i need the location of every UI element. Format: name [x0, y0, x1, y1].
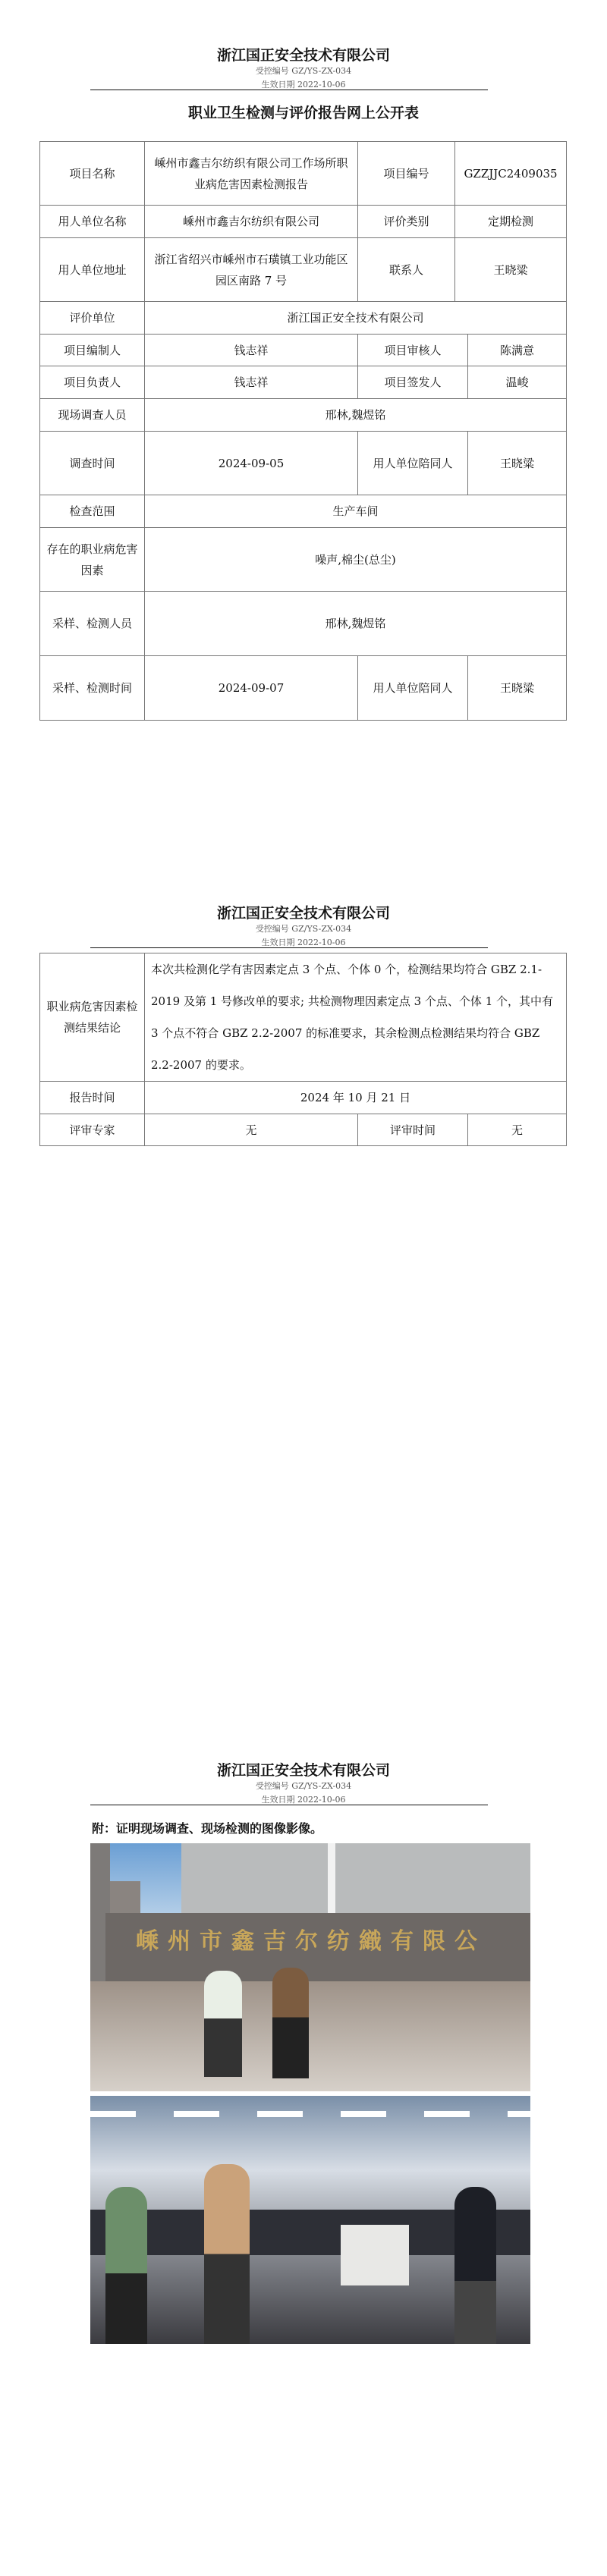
ceiling-lights [90, 2111, 530, 2117]
experts: 无 [145, 1114, 358, 1146]
company-sign-text: 嵊州市鑫吉尔纺織有限公 [136, 1928, 486, 1955]
label: 用人单位陪同人 [358, 656, 468, 721]
samplers: 邢林,魏煜铭 [145, 592, 567, 656]
company-header: 浙江国正安全技术有限公司 [216, 47, 390, 64]
label: 用人单位地址 [40, 238, 145, 302]
label: 职业病危害因素检测结果结论 [40, 953, 145, 1082]
company-sign-wall [105, 1913, 530, 1981]
label: 报告时间 [40, 1082, 145, 1114]
effective-date: 生效日期 2022-10-06 [261, 1795, 346, 1805]
conclusion-text: 本次共检测化学有害因素定点 3 个点、个体 0 个，检测结果均符合 GBZ 2.1-2019 及第 1 号修改单的要求; 共检测物理因素定点 3 个点、个体 1 个，其中有 3 个点不符合 GBZ 2.2-2007 的标准要求，其余检测点检测结果均符合 GBZ 2.2-2007 的要求。 [145, 953, 567, 1082]
person [204, 2164, 250, 2344]
label: 调查时间 [40, 432, 145, 495]
label: 联系人 [358, 238, 455, 302]
reviewer: 陈满意 [468, 335, 567, 366]
label: 评审专家 [40, 1114, 145, 1146]
sampling-escort: 王晓粱 [468, 656, 567, 721]
surveyors: 邢林,魏煜铭 [145, 399, 567, 432]
label: 项目编号 [358, 142, 455, 206]
page-title: 职业卫生检测与评价报告网上公开表 [187, 105, 419, 121]
conclusion-table [39, 953, 567, 1146]
label: 评审时间 [358, 1114, 468, 1146]
contact: 王晓粱 [455, 238, 567, 302]
project-number: GZZJJC2409035 [455, 142, 567, 206]
effective-date: 生效日期 2022-10-06 [261, 80, 346, 90]
company-header: 浙江国正安全技术有限公司 [216, 905, 390, 922]
control-number: 受控编号 GZ/YS-ZX-034 [255, 1781, 352, 1791]
label: 检查范围 [40, 495, 145, 528]
label: 项目负责人 [40, 366, 145, 399]
compiler: 钱志祥 [145, 335, 358, 366]
evaluator: 浙江国正安全技术有限公司 [145, 302, 567, 335]
effective-date: 生效日期 2022-10-06 [261, 938, 346, 947]
label: 现场调查人员 [40, 399, 145, 432]
review-time: 无 [468, 1114, 567, 1146]
label: 项目签发人 [358, 366, 468, 399]
site-survey-photo [90, 1843, 530, 2091]
control-number: 受控编号 GZ/YS-ZX-034 [255, 66, 352, 76]
label: 评价类别 [358, 206, 455, 238]
disclosure-table [39, 141, 567, 721]
address: 浙江省绍兴市嵊州市石璜镇工业功能区园区南路 7 号 [145, 238, 358, 302]
label: 存在的职业病危害因素 [40, 528, 145, 592]
project-name: 嵊州市鑫吉尔纺织有限公司工作场所职业病危害因素检测报告 [145, 142, 358, 206]
employer: 嵊州市鑫吉尔纺织有限公司 [145, 206, 358, 238]
person [204, 1971, 242, 2077]
hazards: 噪声,棉尘(总尘) [145, 528, 567, 592]
label: 采样、检测人员 [40, 592, 145, 656]
person [454, 2187, 496, 2344]
sampling-time: 2024-09-07 [145, 656, 358, 721]
label: 采样、检测时间 [40, 656, 145, 721]
survey-escort: 王晓粱 [468, 432, 567, 495]
person [272, 1968, 309, 2078]
label: 用人单位陪同人 [358, 432, 468, 495]
label: 项目审核人 [358, 335, 468, 366]
label: 用人单位名称 [40, 206, 145, 238]
label: 项目名称 [40, 142, 145, 206]
survey-time: 2024-09-05 [145, 432, 358, 495]
company-header: 浙江国正安全技术有限公司 [216, 1762, 390, 1779]
header-divider [90, 947, 488, 948]
site-testing-photo [90, 2096, 530, 2344]
machine-panel [341, 2225, 409, 2285]
scope: 生产车间 [145, 495, 567, 528]
person [105, 2187, 147, 2344]
issuer: 温峻 [468, 366, 567, 399]
ground [90, 1981, 530, 2091]
report-time: 2024 年 10 月 21 日 [145, 1082, 567, 1114]
eval-type: 定期检测 [455, 206, 567, 238]
leader: 钱志祥 [145, 366, 358, 399]
attachment-note: 附：证明现场调查、现场检测的图像影像。 [92, 1821, 323, 1836]
label: 项目编制人 [40, 335, 145, 366]
control-number: 受控编号 GZ/YS-ZX-034 [255, 924, 352, 934]
label: 评价单位 [40, 302, 145, 335]
